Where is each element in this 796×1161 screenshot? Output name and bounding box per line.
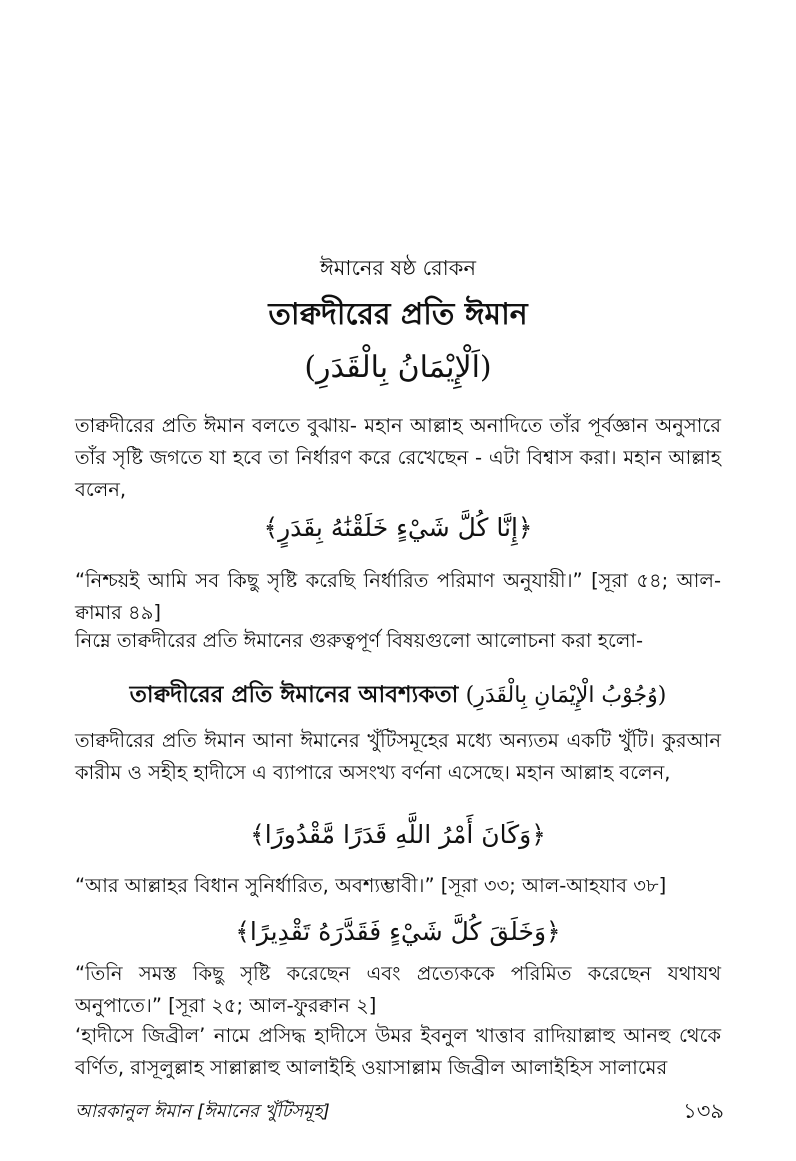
paragraph-verse3-translation: “তিনি সমস্ত কিছু সৃষ্টি করেছেন এবং প্রত্যেককে পরিমিত করেছেন যথাযথ অনুপাতে।” [সূরা ২৫; আল-ফুরক্বান ২] (75, 962, 721, 1017)
footer-book-title: আরকানুল ঈমান [ঈমানের খুঁটিসমূহ] (75, 1101, 330, 1122)
chapter-title-arabic: (اَلْإِيْمَانُ بِالْقَدَرِ) (304, 350, 492, 385)
paragraph-verse2-translation: “আর আল্লাহর বিধান সুনির্ধারিত, অবশ্যম্ভাবী।” [সূরা ৩৩; আল-আহযাব ৩৮] (75, 874, 667, 897)
quran-verse-3: ﴿وَخَلَقَ كُلَّ شَيْءٍ فَقَدَّرَهُ تَقْدِيرًا﴾ (235, 917, 561, 946)
chapter-subtitle: ঈমানের ষষ্ঠ রোকন (320, 256, 476, 280)
quran-verse-2: ﴿وَكَانَ أَمْرُ اللَّهِ قَدَرًا مَّقْدُورًا﴾ (250, 820, 546, 849)
paragraph-intro: নিম্নে তাক্বদীরের প্রতি ঈমানের গুরুত্বপূর্ণ বিষয়গুলো আলোচনা করা হলো- (75, 629, 644, 652)
paragraph-hadith-jibril: ‘হাদীসে জিব্রীল’ নামে প্রসিদ্ধ হাদীসে উমর ইবনুল খাত্তাব রাদিয়াল্লাহু আনহু থেকে বর্ণিত, রাসূলুল্লাহ সাল্লাল্লাহু আলাইহি ওয়াসাল্লাম জিব্রীল আলাইহিস সালামের (75, 1024, 721, 1079)
paragraph-verse1-translation: “নিশ্চয়ই আমি সব কিছু সৃষ্টি করেছি নির্ধারিত পরিমাণ অনুযায়ী।” [সূরা ৫৪; আল-ক্বামার ৪৯] (75, 569, 721, 624)
paragraph-necessity: তাক্বদীরের প্রতি ঈমান আনা ঈমানের খুঁটিসমূহের মধ্যে অন্যতম একটি খুঁটি। কুরআন কারীম ও সহীহ হাদীসে এ ব্যাপারে অসংখ্য বর্ণনা এসেছে। মহান আল্লাহ বলেন, (75, 729, 721, 784)
chapter-title: তাক্বদীরের প্রতি ঈমান (268, 297, 528, 332)
section-heading-text: তাক্বদীরের প্রতি ঈমানের আবশ্যকতা (129, 682, 459, 708)
quran-verse-1: ﴿إِنَّا كُلَّ شَيْءٍ خَلَقْنَٰهُ بِقَدَرٍ﴾ (263, 513, 533, 542)
page-number: ১৩৯ (683, 1099, 724, 1123)
paragraph-definition: তাক্বদীরের প্রতি ঈমান বলতে বুঝায়- মহান আল্লাহ অনাদিতে তাঁর পূর্বজ্ঞান অনুসারে তাঁর সৃষ্টি জগতে যা হবে তা নির্ধারণ করে রেখেছেন - এটা বিশ্বাস করা। মহান আল্লাহ বলেন, (75, 414, 721, 501)
section-heading-arabic: (وُجُوْبُ الْإِيْمَانِ بِالْقَدَرِ) (465, 683, 667, 708)
section-heading (0, 676, 796, 715)
